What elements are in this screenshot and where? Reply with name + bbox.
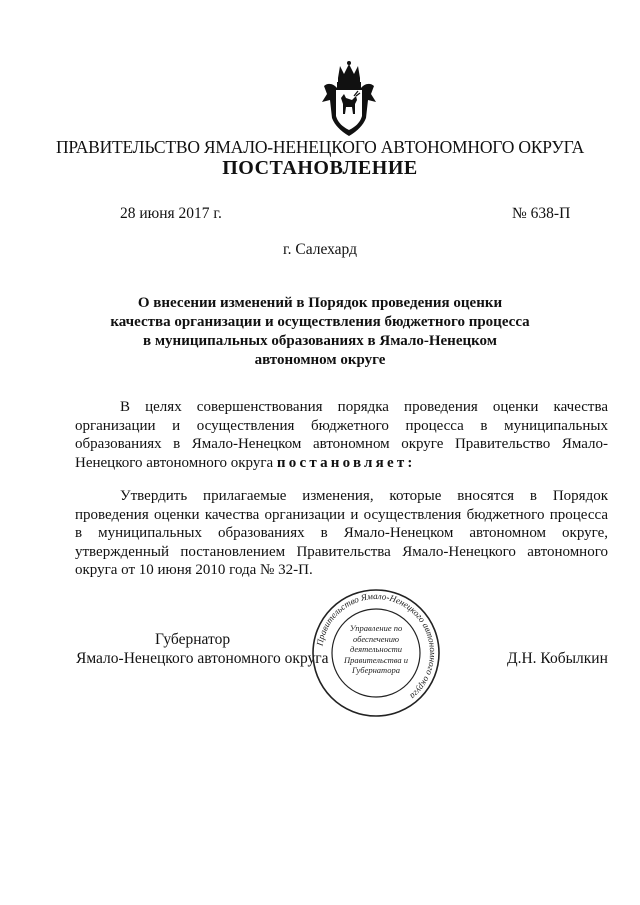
document-date: 28 июня 2017 г. [120,205,222,222]
coat-of-arms-icon [318,60,380,140]
organization-name: ПРАВИТЕЛЬСТВО ЯМАЛО-НЕНЕЦКОГО АВТОНОМНОГО ОКРУГА [55,137,585,157]
decree-word: постановляет: [276,454,416,471]
document-type: ПОСТАНОВЛЕНИЕ [222,157,418,179]
preamble-paragraph [75,398,608,472]
signatory-position-line1: Губернатор [155,631,231,648]
signatory-name: Д.Н. Кобылкин [507,650,608,667]
stamp-center-text: Управление по обеспечению деятельности Правительства и Губернатора [343,623,409,675]
stamp-ring-text: Правительство Ямало-Ненецкого автономного округа [314,590,439,702]
preamble-text: В целях совершенствования порядка проведения оценки качества организации и осуществления бюджетного процесса в муниципальных образованиях в Ямало-Ненецком автономном округе Правительство Ямало-Ненецкого автономного округа [75,399,608,471]
resolution-paragraph: Утвердить прилагаемые изменения, которые вносятся в Порядок проведения оценки качества организации и осуществления бюджетного процесса в муниципальных образованиях в Ямало-Ненецком автономном округе, утвержденный постановлением Правительства Ямало-Ненецкого автономного округа от 10 июня 2010 года № 32-П. [75,488,608,578]
document-title: О внесении изменений в Порядок проведения оценки качества организации и осуществления бюджетного процесса в муниципальных образованиях в Ямало-Ненецком автономном округе [110,295,530,368]
document-city: г. Салехард [283,241,357,258]
document-number: № 638-П [512,205,571,222]
signatory-position-line2: Ямало-Ненецкого автономного округа [76,650,329,667]
